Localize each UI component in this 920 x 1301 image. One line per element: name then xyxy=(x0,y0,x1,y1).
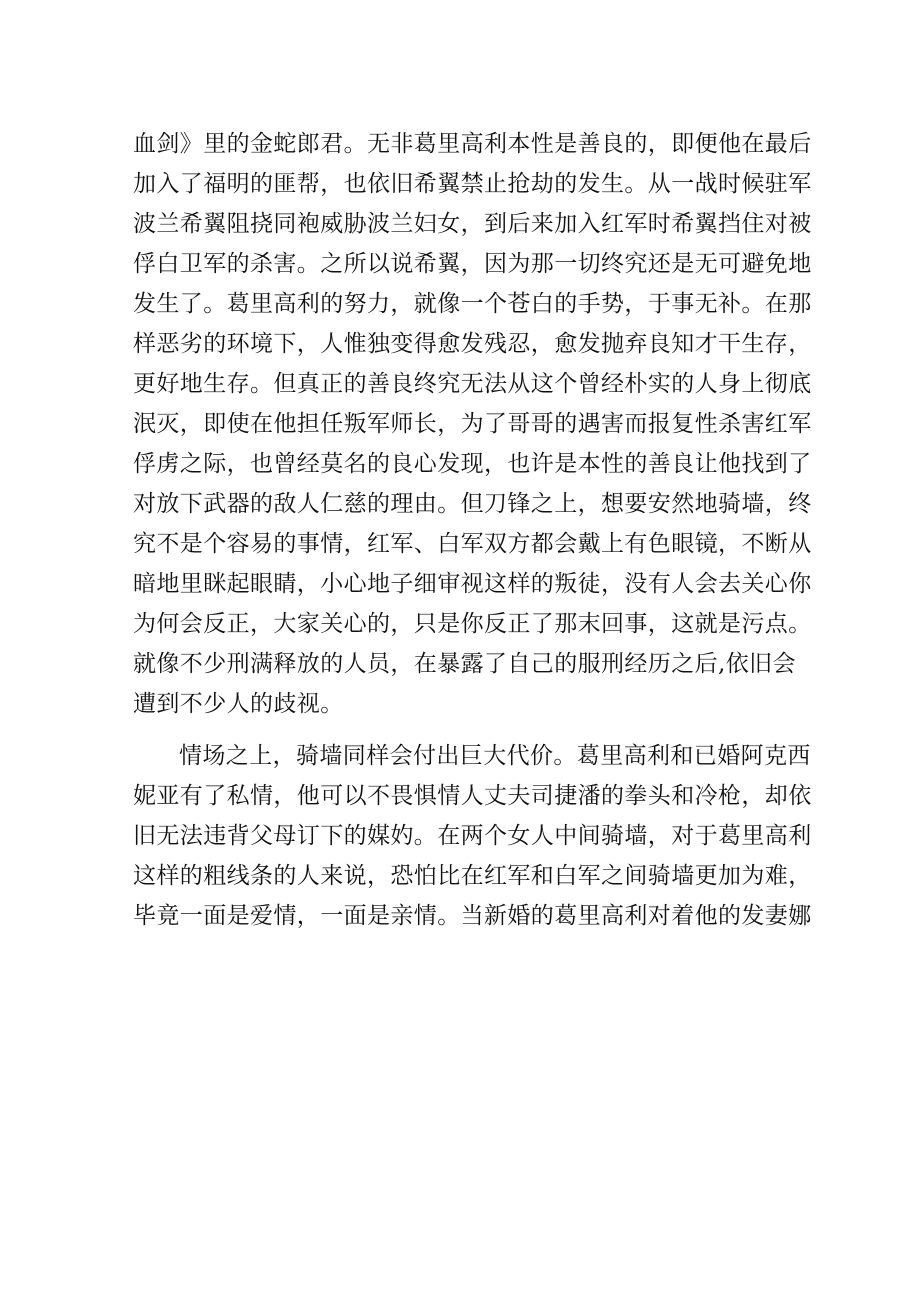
text-line: 波兰希翼阻挠同袍威胁波兰妇女，到后来加入红军时希翼挡住对被 xyxy=(133,211,812,237)
text-line: 俘虏之际，也曾经莫名的良心发现，也许是本性的善良让他找到了 xyxy=(133,451,812,477)
text-line: 更好地生存。但真正的善良终究无法从这个曾经朴实的人身上彻底 xyxy=(133,371,812,397)
text-line: 泯灭，即使在他担任叛军师长，为了哥哥的遇害而报复性杀害红军 xyxy=(133,411,812,437)
text-line: 就像不少刑满释放的人员，在暴露了自己的服刑经历之后,依旧会 xyxy=(133,651,796,677)
paragraph-2 xyxy=(133,736,812,936)
text-line: 暗地里眯起眼睛，小心地子细审视这样的叛徒，没有人会去关心你 xyxy=(133,571,812,597)
text-line: 发生了。葛里高利的努力，就像一个苍白的手势，于事无补。在那 xyxy=(133,291,812,317)
paragraph-1 xyxy=(133,124,812,724)
text-line: 旧无法违背父母订下的媒妁。在两个女人中间骑墙，对于葛里高利 xyxy=(133,823,812,849)
text-line: 血剑》里的金蛇郎君。无非葛里高利本性是善良的，即便他在最后 xyxy=(133,131,812,157)
text-line: 俘白卫军的杀害。之所以说希翼，因为那一切终究还是无可避免地 xyxy=(133,251,812,277)
text-line: 样恶劣的环境下，人惟独变得愈发残忍，愈发抛弃良知才干生存， xyxy=(133,331,812,357)
text-line: 为何会反正，大家关心的，只是你反正了那末回事，这就是污点。 xyxy=(133,611,812,637)
text-line: 毕竟一面是爱情，一面是亲情。当新婚的葛里高利对着他的发妻娜 xyxy=(133,903,812,929)
text-line: 情场之上，骑墙同样会付出巨大代价。葛里高利和已婚阿克西 xyxy=(179,743,811,769)
text-line: 加入了福明的匪帮，也依旧希翼禁止抢劫的发生。从一战时候驻军 xyxy=(133,171,812,197)
text-line: 究不是个容易的事情，红军、白军双方都会戴上有色眼镜，不断从 xyxy=(133,531,812,557)
text-line: 这样的粗线条的人来说，恐怕比在红军和白军之间骑墙更加为难， xyxy=(133,863,812,889)
text-line: 对放下武器的敌人仁慈的理由。但刀锋之上，想要安然地骑墙，终 xyxy=(133,491,812,517)
body-text xyxy=(133,124,812,936)
text-line: 遭到不少人的歧视。 xyxy=(133,691,344,717)
text-line: 妮亚有了私情，他可以不畏惧情人丈夫司捷潘的拳头和冷枪，却依 xyxy=(133,783,812,809)
